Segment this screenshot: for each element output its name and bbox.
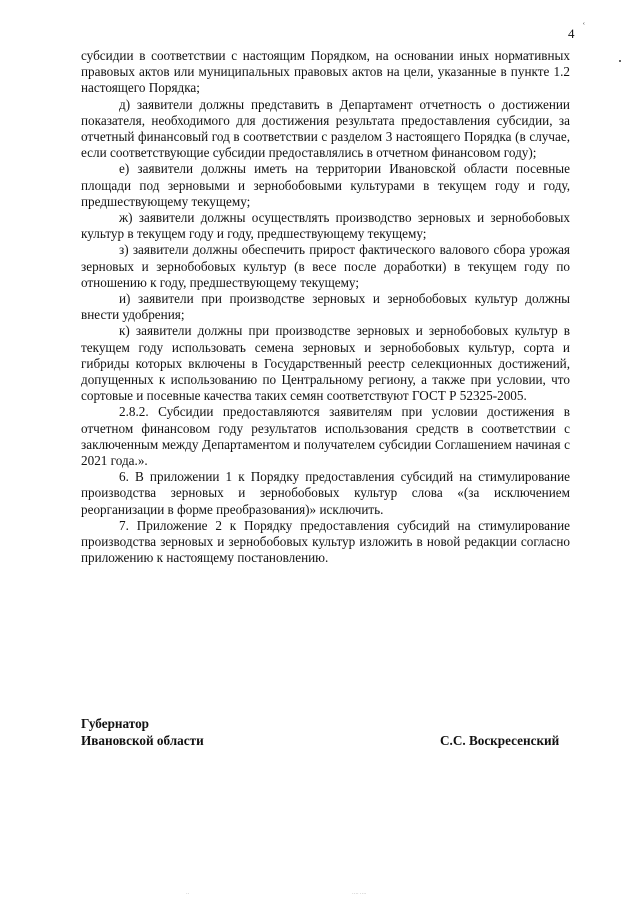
signature-title-line1: Губернатор [81,716,149,731]
signature-title [81,715,204,749]
margin-dot [619,60,621,62]
document-body [81,48,570,567]
signature-title-line2: Ивановской области [81,733,204,748]
paragraph-7: 7. Приложение 2 к Порядку предоставления субсидий на стимулирование производства зерновых и зернобобовых культур изложить в новой редакции согласно приложению к настоящему постановлению. [81,517,570,566]
paragraph-item-zh: ж) заявители должны осуществлять производство зерновых и зернобобовых культур в текущем году и году, предшествующему текущему; [81,210,570,242]
paragraph-item-i: и) заявители при производстве зерновых и зернобобовых культур должны внести удобрения; [81,291,570,323]
page-number: 4 [568,26,575,41]
paragraph-item-e: е) заявители должны иметь на территории Ивановской области посевные площади под зерновыми и зернобобовыми культурами в текущем году и году, предшествующему текущему; [81,161,570,209]
footer-mark-center: ···· ···· [352,892,367,897]
paragraph-6: 6. В приложении 1 к Порядку предоставления субсидий на стимулирование производства зерновых и зернобобовых культур слова «(за исключением реорганизации в форме преобразования)» исключить. [81,469,570,517]
paragraph-item-z: з) заявители должны обеспечить прирост фактического валового сбора урожая зерновых и зернобобовых культур (в весе после доработки) в текущем году по отношению к году, предшествующему текущему; [81,242,570,290]
corner-mark: ʿ [582,21,586,33]
footer-mark-left: ·· [186,892,190,897]
paragraph-2-8-2: 2.8.2. Субсидии предоставляются заявителям при условии достижения в отчетном финансовом году результатов использования средств в соответствии с заключенным между Департаментом и получателем субсидии Соглашением начиная с 2021 года.». [81,404,570,469]
paragraph-item-k: к) заявители должны при производстве зерновых и зернобобовых культур в текущем году использовать семена зерновых и зернобобовых культур, сорта и гибриды которых включены в Государственный реестр селекционных достижений, допущенных к использованию по Центральному региону, а также при условии, что сортовые и посевные качества таких семян соответствуют ГОСТ Р 52325-2005. [81,323,570,404]
paragraph-continuation: субсидии в соответствии с настоящим Порядком, на основании иных нормативных правовых актов или муниципальных правовых актов на цели, указанные в пункте 1.2 настоящего Порядка; [81,48,570,96]
paragraph-item-d: д) заявители должны представить в Департамент отчетность о достижении показателя, необходимого для достижения результата предоставления субсидии, за отчетный финансовый год в соответствии с разделом 3 настоящего Порядка (в случае, если соответствующие субсидии предоставлялись в отчетном финансовом году); [81,96,570,161]
signature-name: С.С. Воскресенский [440,733,560,748]
